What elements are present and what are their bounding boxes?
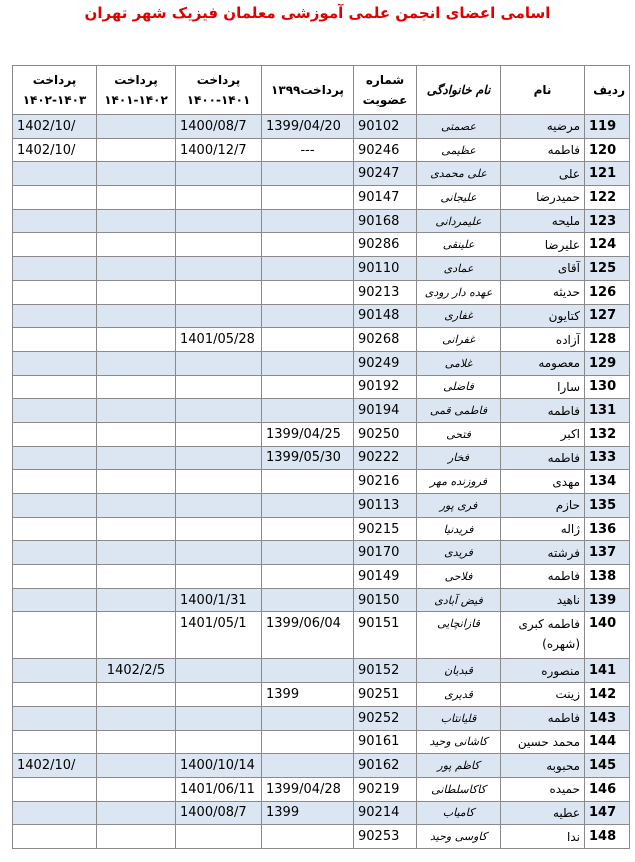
cell-member-number: 90194 (354, 399, 417, 423)
cell-pay1401 (97, 446, 176, 470)
cell-name: فاطمه (501, 565, 585, 589)
cell-name-line1: فاطمه کبری (518, 617, 580, 632)
cell-family: فاضلی (417, 375, 501, 399)
cell-pay1401 (97, 777, 176, 801)
cell-family: علینقی (417, 233, 501, 257)
cell-radif: 148 (585, 825, 630, 849)
cell-radif: 141 (585, 659, 630, 683)
header-pay1401-line1: پرداخت (114, 73, 158, 87)
cell-pay1399: 1399/06/04 (262, 612, 354, 659)
cell-family: فروزنده مهر (417, 470, 501, 494)
cell-pay1400 (176, 730, 262, 754)
header-pay1401 (97, 66, 176, 115)
cell-radif: 123 (585, 209, 630, 233)
cell-pay1399 (262, 517, 354, 541)
cell-pay1400 (176, 565, 262, 589)
cell-pay1400 (176, 304, 262, 328)
cell-pay1399 (262, 730, 354, 754)
cell-pay1400: 1400/08/7 (176, 801, 262, 825)
table-row (13, 375, 630, 399)
cell-name: فاطمه (501, 399, 585, 423)
table-row (13, 801, 630, 825)
cell-radif: 139 (585, 588, 630, 612)
cell-pay1399 (262, 399, 354, 423)
cell-name: حازم (501, 494, 585, 518)
cell-radif: 119 (585, 115, 630, 139)
cell-name: عطیه (501, 801, 585, 825)
table-row (13, 517, 630, 541)
cell-pay1399 (262, 304, 354, 328)
header-pay1400-line2: ۱۴۰۰-۱۴۰۱ (186, 93, 251, 107)
cell-family: عظیمی (417, 138, 501, 162)
cell-pay1400 (176, 470, 262, 494)
cell-pay1402 (13, 777, 97, 801)
cell-pay1402 (13, 494, 97, 518)
cell-family: غلامی (417, 351, 501, 375)
cell-pay1402 (13, 162, 97, 186)
cell-pay1401 (97, 257, 176, 281)
cell-pay1402 (13, 517, 97, 541)
table-row (13, 162, 630, 186)
cell-radif: 138 (585, 565, 630, 589)
cell-member-number: 90253 (354, 825, 417, 849)
cell-pay1399: --- (262, 138, 354, 162)
cell-pay1399 (262, 494, 354, 518)
members-table-container (12, 65, 630, 849)
table-row (13, 612, 630, 659)
table-row (13, 328, 630, 352)
cell-name: مرضیه (501, 115, 585, 139)
cell-pay1399: 1399/04/28 (262, 777, 354, 801)
header-pay1399: پرداخت۱۳۹۹ (262, 66, 354, 115)
cell-family: فریدی (417, 541, 501, 565)
cell-pay1402 (13, 304, 97, 328)
cell-member-number: 90110 (354, 257, 417, 281)
cell-pay1402 (13, 328, 97, 352)
cell-pay1402 (13, 470, 97, 494)
cell-pay1399 (262, 754, 354, 778)
cell-radif: 129 (585, 351, 630, 375)
cell-family: علی محمدی (417, 162, 501, 186)
table-row (13, 422, 630, 446)
cell-name: فاطمه (501, 446, 585, 470)
cell-pay1400: 1401/05/28 (176, 328, 262, 352)
cell-family: قبدیان (417, 659, 501, 683)
cell-family: فاطمی قمی (417, 399, 501, 423)
cell-family: قلیانتاب (417, 706, 501, 730)
cell-name-line2: (شهره) (542, 637, 580, 652)
cell-pay1401 (97, 565, 176, 589)
cell-family: کاظم پور (417, 754, 501, 778)
cell-pay1400 (176, 399, 262, 423)
cell-pay1402 (13, 257, 97, 281)
cell-radif: 133 (585, 446, 630, 470)
cell-radif: 135 (585, 494, 630, 518)
cell-family: کامیاب (417, 801, 501, 825)
cell-pay1401 (97, 375, 176, 399)
cell-pay1399 (262, 588, 354, 612)
cell-family: عهده دار رودی (417, 280, 501, 304)
cell-pay1400: 1400/12/7 (176, 138, 262, 162)
cell-pay1400 (176, 209, 262, 233)
cell-pay1399 (262, 825, 354, 849)
table-body (13, 115, 630, 849)
cell-radif: 121 (585, 162, 630, 186)
cell-pay1401 (97, 115, 176, 139)
header-family: نام خانوادگی (417, 66, 501, 115)
cell-pay1401 (97, 209, 176, 233)
cell-pay1401 (97, 494, 176, 518)
cell-name: کتایون (501, 304, 585, 328)
cell-pay1399 (262, 233, 354, 257)
table-row (13, 659, 630, 683)
cell-member-number: 90192 (354, 375, 417, 399)
cell-family: فری پور (417, 494, 501, 518)
table-row (13, 257, 630, 281)
cell-pay1400: 1400/10/14 (176, 754, 262, 778)
table-row (13, 541, 630, 565)
cell-member-number: 90213 (354, 280, 417, 304)
cell-pay1399 (262, 375, 354, 399)
cell-member-number: 90251 (354, 683, 417, 707)
cell-member-number: 90219 (354, 777, 417, 801)
cell-member-number: 90249 (354, 351, 417, 375)
cell-pay1399 (262, 706, 354, 730)
cell-radif: 137 (585, 541, 630, 565)
cell-pay1402 (13, 588, 97, 612)
cell-pay1400 (176, 422, 262, 446)
cell-member-number: 90214 (354, 801, 417, 825)
cell-pay1402 (13, 706, 97, 730)
cell-pay1400 (176, 825, 262, 849)
cell-pay1402 (13, 825, 97, 849)
cell-pay1401 (97, 351, 176, 375)
cell-pay1401 (97, 399, 176, 423)
cell-pay1402 (13, 612, 97, 659)
cell-name: ناهید (501, 588, 585, 612)
cell-name: فاطمه (501, 138, 585, 162)
cell-pay1401 (97, 328, 176, 352)
cell-pay1401 (97, 541, 176, 565)
cell-radif: 146 (585, 777, 630, 801)
cell-member-number: 90162 (354, 754, 417, 778)
header-member-line1: شماره (365, 73, 405, 87)
cell-pay1399 (262, 659, 354, 683)
cell-family: قازانچایی (417, 612, 501, 659)
cell-name: معصومه (501, 351, 585, 375)
cell-family: غفرانی (417, 328, 501, 352)
cell-member-number: 90252 (354, 706, 417, 730)
cell-name: سارا (501, 375, 585, 399)
cell-pay1399 (262, 351, 354, 375)
cell-member-number: 90268 (354, 328, 417, 352)
table-row (13, 399, 630, 423)
cell-pay1401 (97, 422, 176, 446)
cell-pay1400 (176, 375, 262, 399)
table-row (13, 446, 630, 470)
table-row (13, 754, 630, 778)
cell-name (501, 612, 585, 659)
cell-pay1399 (262, 162, 354, 186)
cell-member-number: 90250 (354, 422, 417, 446)
cell-radif: 124 (585, 233, 630, 257)
cell-member-number: 90168 (354, 209, 417, 233)
cell-pay1401 (97, 825, 176, 849)
cell-pay1400: 1400/1/31 (176, 588, 262, 612)
cell-family: فیض آبادی (417, 588, 501, 612)
table-row (13, 351, 630, 375)
cell-pay1399 (262, 186, 354, 210)
cell-radif: 144 (585, 730, 630, 754)
header-name: نام (501, 66, 585, 115)
table-row (13, 209, 630, 233)
cell-pay1402 (13, 446, 97, 470)
cell-member-number: 90216 (354, 470, 417, 494)
cell-pay1399: 1399/04/20 (262, 115, 354, 139)
cell-pay1399: 1399 (262, 801, 354, 825)
header-member-number (354, 66, 417, 115)
cell-radif: 143 (585, 706, 630, 730)
cell-radif: 136 (585, 517, 630, 541)
cell-name: آقای (501, 257, 585, 281)
table-row (13, 825, 630, 849)
cell-name: حمیدرضا (501, 186, 585, 210)
cell-member-number: 90147 (354, 186, 417, 210)
cell-pay1400 (176, 706, 262, 730)
cell-pay1400: 1400/08/7 (176, 115, 262, 139)
cell-pay1399 (262, 470, 354, 494)
table-row (13, 706, 630, 730)
cell-pay1401 (97, 470, 176, 494)
cell-family: فتحی (417, 422, 501, 446)
cell-name: مهدی (501, 470, 585, 494)
cell-name: حدیثه (501, 280, 585, 304)
table-row (13, 470, 630, 494)
cell-pay1402 (13, 186, 97, 210)
cell-radif: 142 (585, 683, 630, 707)
cell-family: قدیری (417, 683, 501, 707)
cell-pay1401 (97, 138, 176, 162)
cell-radif: 128 (585, 328, 630, 352)
cell-radif: 140 (585, 612, 630, 659)
cell-radif: 122 (585, 186, 630, 210)
cell-radif: 127 (585, 304, 630, 328)
cell-pay1402: 1402/10/ (13, 138, 97, 162)
cell-pay1399: 1399 (262, 683, 354, 707)
table-row (13, 730, 630, 754)
cell-family: عمادی (417, 257, 501, 281)
cell-family: فریدنیا (417, 517, 501, 541)
header-pay1402-line2: ۱۴۰۲-۱۴۰۳ (22, 93, 87, 107)
cell-pay1402 (13, 422, 97, 446)
table-row (13, 494, 630, 518)
cell-pay1402 (13, 233, 97, 257)
cell-pay1402 (13, 375, 97, 399)
cell-pay1401 (97, 233, 176, 257)
table-header-row (13, 66, 630, 115)
cell-pay1400 (176, 233, 262, 257)
cell-member-number: 90170 (354, 541, 417, 565)
cell-pay1402 (13, 565, 97, 589)
cell-pay1401 (97, 186, 176, 210)
table-row (13, 186, 630, 210)
cell-pay1400 (176, 446, 262, 470)
cell-member-number: 90152 (354, 659, 417, 683)
header-pay1402 (13, 66, 97, 115)
cell-pay1402 (13, 399, 97, 423)
header-pay1401-line2: ۱۴۰۱-۱۴۰۲ (104, 93, 168, 107)
cell-pay1400 (176, 517, 262, 541)
cell-pay1400 (176, 683, 262, 707)
cell-pay1402: 1402/10/ (13, 754, 97, 778)
cell-member-number: 90161 (354, 730, 417, 754)
cell-pay1402 (13, 541, 97, 565)
cell-family: علیجانی (417, 186, 501, 210)
cell-pay1400 (176, 257, 262, 281)
cell-pay1401 (97, 730, 176, 754)
table-row (13, 683, 630, 707)
cell-name: زینت (501, 683, 585, 707)
table-row (13, 588, 630, 612)
cell-name: حمیده (501, 777, 585, 801)
cell-pay1399: 1399/05/30 (262, 446, 354, 470)
cell-pay1399 (262, 280, 354, 304)
cell-member-number: 90148 (354, 304, 417, 328)
cell-pay1401 (97, 517, 176, 541)
cell-pay1400 (176, 494, 262, 518)
cell-member-number: 90246 (354, 138, 417, 162)
members-table (12, 65, 630, 849)
cell-radif: 120 (585, 138, 630, 162)
cell-name: ملیحه (501, 209, 585, 233)
cell-family: فلاحی (417, 565, 501, 589)
cell-member-number: 90149 (354, 565, 417, 589)
cell-member-number: 90150 (354, 588, 417, 612)
cell-name: منصوره (501, 659, 585, 683)
cell-radif: 125 (585, 257, 630, 281)
cell-family: غفاری (417, 304, 501, 328)
cell-pay1400 (176, 162, 262, 186)
cell-name: علی (501, 162, 585, 186)
cell-member-number: 90113 (354, 494, 417, 518)
cell-family: عصمتی (417, 115, 501, 139)
cell-radif: 147 (585, 801, 630, 825)
cell-name: محمد حسین (501, 730, 585, 754)
cell-pay1402 (13, 801, 97, 825)
table-row (13, 115, 630, 139)
cell-pay1402 (13, 659, 97, 683)
cell-pay1401 (97, 801, 176, 825)
cell-pay1400 (176, 351, 262, 375)
cell-family: کاوسی وحید (417, 825, 501, 849)
cell-pay1401 (97, 612, 176, 659)
cell-radif: 131 (585, 399, 630, 423)
cell-name: آزاده (501, 328, 585, 352)
cell-pay1401 (97, 304, 176, 328)
cell-radif: 126 (585, 280, 630, 304)
cell-pay1399 (262, 257, 354, 281)
cell-member-number: 90151 (354, 612, 417, 659)
cell-pay1402: 1402/10/ (13, 115, 97, 139)
cell-pay1401: 1402/2/5 (97, 659, 176, 683)
cell-member-number: 90286 (354, 233, 417, 257)
cell-radif: 134 (585, 470, 630, 494)
cell-member-number: 90102 (354, 115, 417, 139)
cell-pay1400 (176, 541, 262, 565)
header-pay1400 (176, 66, 262, 115)
cell-pay1402 (13, 280, 97, 304)
cell-pay1399: 1399/04/25 (262, 422, 354, 446)
cell-pay1401 (97, 162, 176, 186)
cell-pay1402 (13, 209, 97, 233)
table-row (13, 777, 630, 801)
table-row (13, 565, 630, 589)
cell-name: ژاله (501, 517, 585, 541)
cell-radif: 130 (585, 375, 630, 399)
cell-pay1399 (262, 328, 354, 352)
cell-name: فاطمه (501, 706, 585, 730)
table-row (13, 280, 630, 304)
cell-family: فخار (417, 446, 501, 470)
table-row (13, 233, 630, 257)
cell-pay1399 (262, 541, 354, 565)
cell-family: کاشانی وحید (417, 730, 501, 754)
cell-pay1400 (176, 186, 262, 210)
cell-name: محبوبه (501, 754, 585, 778)
cell-family: کاکاسلطانی (417, 777, 501, 801)
cell-name: فرشته (501, 541, 585, 565)
cell-pay1399 (262, 209, 354, 233)
cell-pay1400: 1401/06/11 (176, 777, 262, 801)
table-row (13, 138, 630, 162)
page-title: اسامی اعضای انجمن علمی آموزشی معلمان فیزیک شهر تهران (84, 4, 551, 22)
cell-pay1402 (13, 351, 97, 375)
cell-radif: 145 (585, 754, 630, 778)
header-pay1400-line1: پرداخت (196, 73, 241, 87)
cell-name: ندا (501, 825, 585, 849)
cell-member-number: 90247 (354, 162, 417, 186)
cell-member-number: 90215 (354, 517, 417, 541)
cell-pay1401 (97, 706, 176, 730)
cell-name: علیرضا (501, 233, 585, 257)
cell-pay1401 (97, 683, 176, 707)
cell-pay1400 (176, 280, 262, 304)
cell-radif: 132 (585, 422, 630, 446)
cell-pay1402 (13, 730, 97, 754)
table-row (13, 304, 630, 328)
header-member-line2: عضویت (362, 93, 408, 107)
header-pay1402-line1: پرداخت (32, 73, 77, 87)
cell-member-number: 90222 (354, 446, 417, 470)
cell-pay1401 (97, 754, 176, 778)
cell-family: علیمردانی (417, 209, 501, 233)
header-radif: ردیف (585, 66, 630, 115)
cell-pay1400: 1401/05/1 (176, 612, 262, 659)
cell-pay1400 (176, 659, 262, 683)
cell-pay1401 (97, 588, 176, 612)
cell-name: اکبر (501, 422, 585, 446)
cell-pay1402 (13, 683, 97, 707)
cell-pay1401 (97, 280, 176, 304)
cell-pay1399 (262, 565, 354, 589)
